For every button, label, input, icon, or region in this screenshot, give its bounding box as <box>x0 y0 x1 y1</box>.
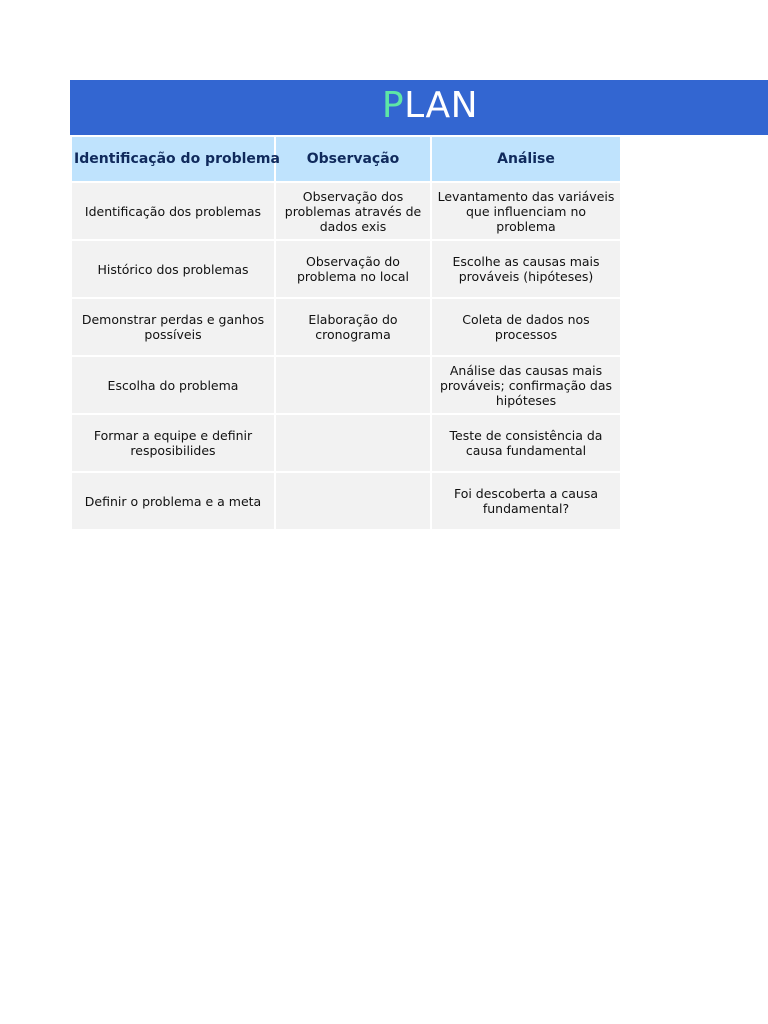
table-cell: Identificação dos problemas <box>71 182 275 240</box>
table-cell: Observação dos problemas através de dados exis <box>275 182 431 240</box>
table-cell: Foi descoberta a causa fundamental? <box>431 472 621 530</box>
table-cell: Análise das causas mais prováveis; confirmação das hipóteses <box>431 356 621 414</box>
table-cell: Elaboração do cronograma <box>275 298 431 356</box>
table-cell <box>275 472 431 530</box>
table-cell: Escolha do problema <box>71 356 275 414</box>
table-cell: Observação do problema no local <box>275 240 431 298</box>
table-cell: Histórico dos problemas <box>71 240 275 298</box>
page-title <box>70 80 768 135</box>
table-row <box>71 356 621 414</box>
table-cell: Coleta de dados nos processos <box>431 298 621 356</box>
table-row <box>71 240 621 298</box>
table-cell: Demonstrar perdas e ganhos possíveis <box>71 298 275 356</box>
table-row <box>71 414 621 472</box>
table-row <box>71 182 621 240</box>
plan-table <box>70 135 622 531</box>
table-row <box>71 472 621 530</box>
title-rest: LAN <box>404 85 479 126</box>
table-cell <box>275 414 431 472</box>
header-row <box>71 136 621 182</box>
table-cell: Teste de consistência da causa fundamental <box>431 414 621 472</box>
table-cell <box>275 356 431 414</box>
table-cell: Levantamento das variáveis que influenciam no problema <box>431 182 621 240</box>
column-header-observacao: Observação <box>275 136 431 182</box>
column-header-analise: Análise <box>431 136 621 182</box>
title-first-letter: P <box>381 85 405 126</box>
table-cell: Escolhe as causas mais prováveis (hipóteses) <box>431 240 621 298</box>
column-header-identificacao: Identificação do problema <box>71 136 275 182</box>
table-row <box>71 298 621 356</box>
table-cell: Definir o problema e a meta <box>71 472 275 530</box>
table-cell: Formar a equipe e definir resposibilides <box>71 414 275 472</box>
plan-banner <box>70 80 768 135</box>
